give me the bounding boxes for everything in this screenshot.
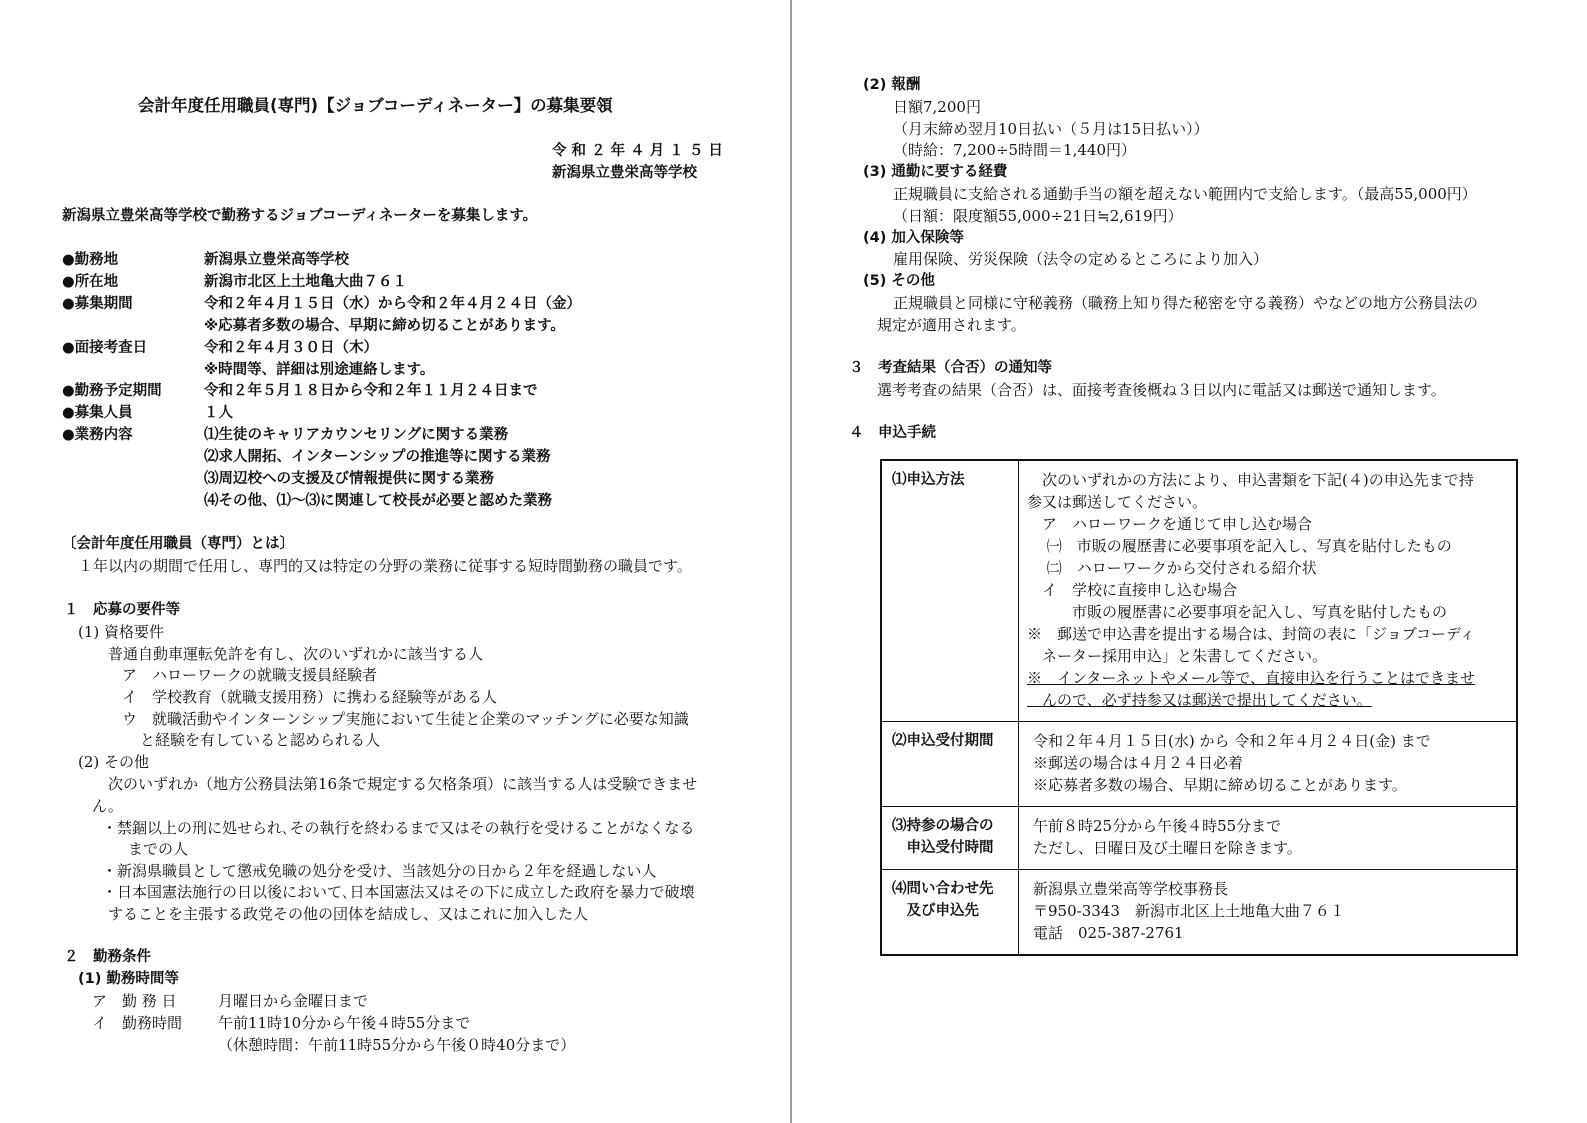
detail-value: １人 <box>204 405 233 421</box>
cell-line: 〒950-3343 新潟市北区上土地亀大曲７６１ <box>1033 902 1345 920</box>
table-row <box>881 870 1517 956</box>
section-3-heading: ３ 考査結果（合否）の通知等 <box>849 360 1052 376</box>
table-row <box>881 722 1517 807</box>
detail-label-headcount: ●募集人員 <box>62 405 133 421</box>
section-1-2-heading: (2) その他 <box>78 753 150 771</box>
table-row <box>881 460 1517 722</box>
cell-line: 次のいずれかの方法により、申込書類を下記(４)の申込先まで持 <box>1027 471 1474 489</box>
other-line: 正規職員と同様に守秘義務（職務上知り得た秘密を守る義務）やなどの地方公務員法の <box>893 294 1479 312</box>
section-3-text: 選考考査の結果（合否）は、面接考査後概ね３日以内に電話又は郵送で通知します。 <box>877 381 1446 399</box>
cell-line: ※ 郵送で申込書を提出する場合は、封筒の表に「ジョブコーディ <box>1027 625 1475 643</box>
detail-value: ※時間等、詳細は別途連絡します。 <box>204 362 435 378</box>
insurance-line: 雇用保険、労災保険（法令の定めるところにより加入） <box>893 250 1269 268</box>
list-item-cont: と経験を有していると認められる人 <box>140 731 381 749</box>
cell-line: 電話 025-387-2761 <box>1033 924 1184 942</box>
cell-line-underlined: ※ インターネットやメール等で、直接申込を行うことはできませ <box>1027 669 1476 687</box>
row-content-period <box>1019 722 1518 807</box>
bullet-item: ・新潟県職員として懲戒免職の処分を受け、当該処分の日から２年を経過しない人 <box>102 862 657 880</box>
commute-line: （日額：限度額55,000÷21日≒2,619円） <box>893 207 1183 225</box>
document-title: 会計年度任用職員(専門)【ジョブコーディネーター】の募集要領 <box>138 96 613 115</box>
application-procedure-table <box>880 459 1518 956</box>
pay-line: （時給：7,200÷5時間＝1,440円） <box>893 141 1136 159</box>
detail-value: 令和２年５月１８日から令和２年１１月２４日まで <box>204 383 538 399</box>
bullet-item: ・禁錮以上の刑に処せられ､その執行を終わるまで又はその執行を受けることがなくなる <box>102 819 695 837</box>
detail-label-interview: ●面接考査日 <box>62 340 148 356</box>
cell-line: 新潟県立豊栄高等学校事務長 <box>1033 880 1229 898</box>
list-item: ウ 就職活動やインターンシップ実施において生徒と企業のマッチングに必要な知識 <box>122 710 689 728</box>
cell-line: ネーター採用申込」と朱書してください。 <box>1027 647 1328 665</box>
workday-value: 月曜日から金曜日まで <box>218 992 369 1010</box>
whatis-text: １年以内の期間で任用し、専門的又は特定の分野の業務に従事する短時間勤務の職員です。 <box>78 557 692 575</box>
detail-label-workplace: ●勤務地 <box>62 252 119 268</box>
paragraph: 次のいずれか（地方公務員法第16条で規定する欠格条項）に該当する人は受験できませ <box>108 775 698 793</box>
issue-date: 令 和 ２ 年 ４ 月 １ ５ 日 <box>552 143 723 159</box>
intro-text: 新潟県立豊栄高等学校で勤務するジョブコーディネーターを募集します。 <box>62 208 538 224</box>
break-time: （休憩時間：午前11時55分から午後０時40分まで） <box>218 1036 576 1054</box>
detail-value: 新潟県立豊栄高等学校 <box>204 252 349 268</box>
table-row <box>881 807 1517 870</box>
detail-value: 新潟市北区上土地亀大曲７６１ <box>204 274 407 290</box>
bullet-item: ・日本国憲法施行の日以後において､日本国憲法又はその下に成立した政府を暴力で破壊 <box>102 883 695 901</box>
worktime-value: 午前11時10分から午後４時55分まで <box>218 1014 471 1032</box>
insurance-heading: (4) 加入保険等 <box>863 230 964 246</box>
cell-line: ※郵送の場合は４月２４日必着 <box>1033 754 1244 772</box>
row-label-line: ⑷問い合わせ先 <box>892 881 994 897</box>
detail-value: ⑶周辺校への支援及び情報提供に関する業務 <box>204 471 494 487</box>
section-1-1-heading: (1) 資格要件 <box>78 623 165 641</box>
cell-line: 参又は郵送してください。 <box>1027 493 1208 511</box>
page-divider <box>790 0 792 1123</box>
pay-line: 日額7,200円 <box>893 98 981 116</box>
detail-label-period: ●募集期間 <box>62 296 133 312</box>
section-2-1-heading: (1) 勤務時間等 <box>78 971 179 987</box>
detail-label-address: ●所在地 <box>62 274 119 290</box>
left-page <box>0 0 790 1123</box>
cell-line: 市販の履歴書に必要事項を記入し、写真を貼付したもの <box>1027 603 1448 621</box>
cell-line: ㈠ 市販の履歴書に必要事項を記入し、写真を貼付したもの <box>1027 537 1452 555</box>
paragraph-cont: ん。 <box>92 797 123 815</box>
detail-value: ⑴生徒のキャリアカウンセリングに関する業務 <box>204 427 509 443</box>
row-content-hours <box>1019 807 1518 870</box>
detail-label-duties: ●業務内容 <box>62 427 133 443</box>
workday-label: ア 勤 務 日 <box>92 992 177 1010</box>
row-label-contact <box>881 870 1019 956</box>
section-1-heading: １ 応募の要件等 <box>64 602 180 618</box>
cell-line: ただし、日曜日及び土曜日を除きます。 <box>1033 839 1302 857</box>
issuing-org: 新潟県立豊栄高等学校 <box>552 165 697 181</box>
worktime-label: イ 勤務時間 <box>92 1014 183 1032</box>
row-content-contact <box>1019 870 1518 956</box>
row-label-hours <box>881 807 1019 870</box>
cell-line: イ 学校に直接申し込む場合 <box>1027 581 1238 599</box>
section-2-heading: ２ 勤務条件 <box>64 949 151 965</box>
row-label-line: ⑵申込受付期間 <box>892 733 994 749</box>
detail-value: 令和２年４月３０日（木） <box>204 340 378 356</box>
cell-line: ア ハローワークを通じて申し込む場合 <box>1027 515 1313 533</box>
cell-line: ㈡ ハローワークから交付される紹介状 <box>1027 559 1317 577</box>
row-label-line: ⑶持参の場合の <box>892 818 994 834</box>
bullet-item-cont: することを主張する政党その他の団体を結成し、又はこれに加入した人 <box>108 905 589 923</box>
cell-line: 午前８時25分から午後４時55分まで <box>1033 817 1282 835</box>
row-label-line: 及び申込先 <box>892 903 979 919</box>
cell-line: 令和２年４月１５日(水) から 令和２年４月２４日(金) まで <box>1033 732 1431 750</box>
row-content-method <box>1019 460 1518 722</box>
detail-label-term: ●勤務予定期間 <box>62 383 162 399</box>
pay-line: （月末締め翌月10日払い（５月は15日払い）） <box>893 120 1209 138</box>
row-label-line: 申込受付時間 <box>892 840 994 856</box>
detail-value: ※応募者多数の場合、早期に締め切ることがあります。 <box>204 318 565 334</box>
cell-line: ※応募者多数の場合、早期に締め切ることがあります。 <box>1033 776 1407 794</box>
detail-value: 令和２年４月１５日（水）から令和２年４月２４日（金） <box>204 296 581 312</box>
pay-heading: (2) 報酬 <box>863 77 921 93</box>
paragraph: 普通自動車運転免許を有し、次のいずれかに該当する人 <box>108 645 484 663</box>
other-heading: (5) その他 <box>863 273 935 289</box>
detail-value: ⑷その他、⑴～⑶に関連して校長が必要と認めた業務 <box>204 493 552 509</box>
other-line: 規定が適用されます。 <box>877 316 1026 334</box>
section-4-heading: ４ 申込手続 <box>849 425 936 441</box>
list-item: ア ハローワークの就職支援員経験者 <box>122 666 378 684</box>
bullet-item-cont: までの人 <box>128 840 189 858</box>
row-label-period <box>881 722 1019 807</box>
whatis-heading: 〔会計年度任用職員（専門）とは〕 <box>62 536 294 552</box>
commute-line: 正規職員に支給される通勤手当の額を超えない範囲内で支給します。（最高55,000円） <box>893 185 1477 203</box>
detail-value: ⑵求人開拓、インターンシップの推進等に関する業務 <box>204 449 551 465</box>
list-item: イ 学校教育（就職支援用務）に携わる経験等がある人 <box>122 688 498 706</box>
row-label-line: ⑴申込方法 <box>892 472 965 488</box>
commute-heading: (3) 通勤に要する経費 <box>863 164 1008 180</box>
row-label-method <box>881 460 1019 722</box>
right-page <box>793 0 1587 1123</box>
cell-line-underlined: んので、必ず持参又は郵送で提出してください。 <box>1027 691 1372 709</box>
